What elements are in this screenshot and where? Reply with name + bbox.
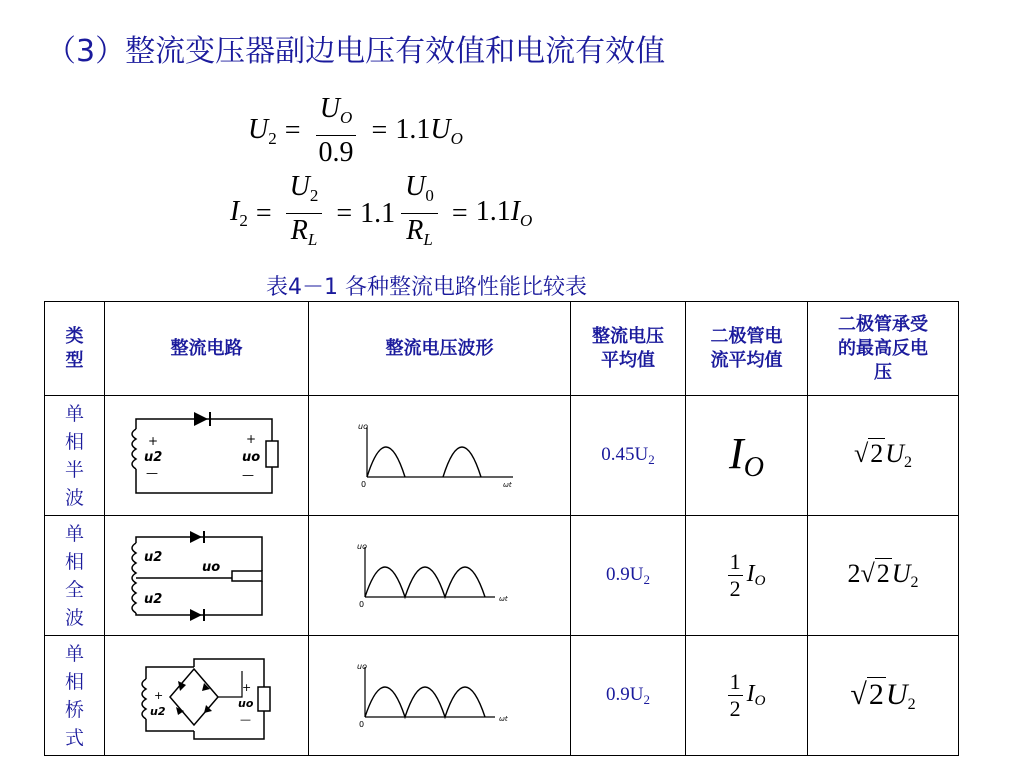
waveform-half-wave bbox=[309, 396, 571, 516]
wave-y-label: uo bbox=[356, 661, 367, 671]
eq1-equals-2: = bbox=[371, 115, 388, 146]
uo-label: uo bbox=[201, 559, 220, 575]
wave-y-label: uo bbox=[357, 421, 368, 431]
reverse-voltage-half-wave: $√2U_2$ bbox=[808, 396, 959, 516]
circuit-full-wave bbox=[105, 516, 309, 636]
uo-plus-label: + bbox=[241, 680, 251, 694]
eq1-equals: = bbox=[284, 115, 301, 146]
header-avg-voltage: 整流电压 平均值 bbox=[571, 302, 686, 396]
u2-minus-label: — bbox=[145, 465, 158, 480]
uo-label: uo bbox=[241, 449, 260, 465]
table-row-half-wave bbox=[45, 396, 959, 516]
eq1-rhs: $1.1U_O$ bbox=[395, 113, 463, 148]
avg-voltage-bridge: $0.9U_2$ bbox=[571, 636, 686, 756]
wave-origin-label: 0 bbox=[360, 479, 366, 489]
uo-label: uo bbox=[237, 696, 253, 710]
u2-upper-label: u2 bbox=[143, 549, 162, 565]
u2-lower-label: u2 bbox=[143, 591, 162, 607]
equation-i2 bbox=[230, 172, 532, 255]
eq2-rhs: $1.1I_O$ bbox=[475, 196, 533, 230]
wave-x-label: ωt bbox=[498, 714, 508, 723]
comparison-table bbox=[44, 301, 959, 756]
uo-plus-label: + bbox=[245, 431, 256, 446]
header-diode-current: 二极管电 流平均值 bbox=[686, 302, 808, 396]
table-header-row bbox=[45, 302, 959, 396]
eq2-equals-2: = bbox=[336, 197, 353, 229]
waveform-bridge bbox=[309, 636, 571, 756]
half-wave-circuit-diagram bbox=[122, 411, 292, 501]
diode-current-half-wave: $I_O$ bbox=[686, 396, 808, 516]
full-wave-waveform bbox=[355, 541, 525, 611]
wave-origin-label: 0 bbox=[358, 719, 364, 729]
slide-heading: （3）整流变压器副边电压有效值和电流有效值 bbox=[46, 34, 666, 69]
eq2-fraction-2: $\frac{U_0}{R_L}$ bbox=[401, 172, 438, 255]
eq2-equals-3: = bbox=[451, 197, 468, 229]
eq2-lhs: $I_2$ bbox=[230, 196, 248, 230]
table-row-full-wave bbox=[45, 516, 959, 636]
u2-plus-label: + bbox=[153, 688, 163, 702]
type-half-wave: 单 相 半 波 bbox=[45, 396, 105, 516]
bridge-waveform bbox=[355, 661, 525, 731]
reverse-voltage-full-wave: $2√2U_2$ bbox=[808, 516, 959, 636]
u2-plus-label: + bbox=[147, 433, 158, 448]
half-wave-waveform bbox=[355, 421, 525, 491]
full-wave-circuit-diagram bbox=[122, 531, 292, 621]
uo-minus-label: — bbox=[241, 467, 254, 482]
type-bridge: 单 相 桥 式 bbox=[45, 636, 105, 756]
header-circuit: 整流电路 bbox=[105, 302, 309, 396]
circuit-bridge bbox=[105, 636, 309, 756]
diode-current-full-wave: $\frac{1}{2}$ $I_O$ bbox=[686, 516, 808, 636]
header-reverse-voltage: 二极管承受 的最高反电 压 bbox=[808, 302, 959, 396]
eq2-equals: = bbox=[255, 197, 272, 229]
eq2-fraction-1: $\frac{U_2}{R_L}$ bbox=[286, 172, 323, 255]
header-type: 类 型 bbox=[45, 302, 105, 396]
bridge-circuit-diagram bbox=[132, 651, 282, 741]
reverse-voltage-bridge: $√2U_2$ bbox=[808, 636, 959, 756]
circuit-half-wave bbox=[105, 396, 309, 516]
table-row-bridge bbox=[45, 636, 959, 756]
u2-label: u2 bbox=[149, 704, 165, 718]
equation-u2 bbox=[248, 94, 463, 168]
wave-x-label: ωt bbox=[502, 480, 512, 489]
wave-y-label: uo bbox=[356, 541, 367, 551]
waveform-full-wave bbox=[309, 516, 571, 636]
uo-minus-label: — bbox=[239, 712, 251, 726]
table-caption: 表4－1 各种整流电路性能比较表 bbox=[266, 275, 587, 300]
eq2-coef: 1.1 bbox=[360, 197, 396, 229]
type-full-wave: 单 相 全 波 bbox=[45, 516, 105, 636]
header-waveform: 整流电压波形 bbox=[309, 302, 571, 396]
avg-voltage-full-wave: $0.9U_2$ bbox=[571, 516, 686, 636]
eq1-lhs: $U_2$ bbox=[248, 113, 277, 148]
u2-label: u2 bbox=[143, 449, 162, 465]
avg-voltage-half-wave: $0.45U_2$ bbox=[571, 396, 686, 516]
wave-x-label: ωt bbox=[498, 594, 508, 603]
diode-current-bridge: $\frac{1}{2}$ $I_O$ bbox=[686, 636, 808, 756]
eq1-fraction: $\frac{U_O}{0.9}$ bbox=[315, 94, 358, 168]
wave-origin-label: 0 bbox=[358, 599, 364, 609]
